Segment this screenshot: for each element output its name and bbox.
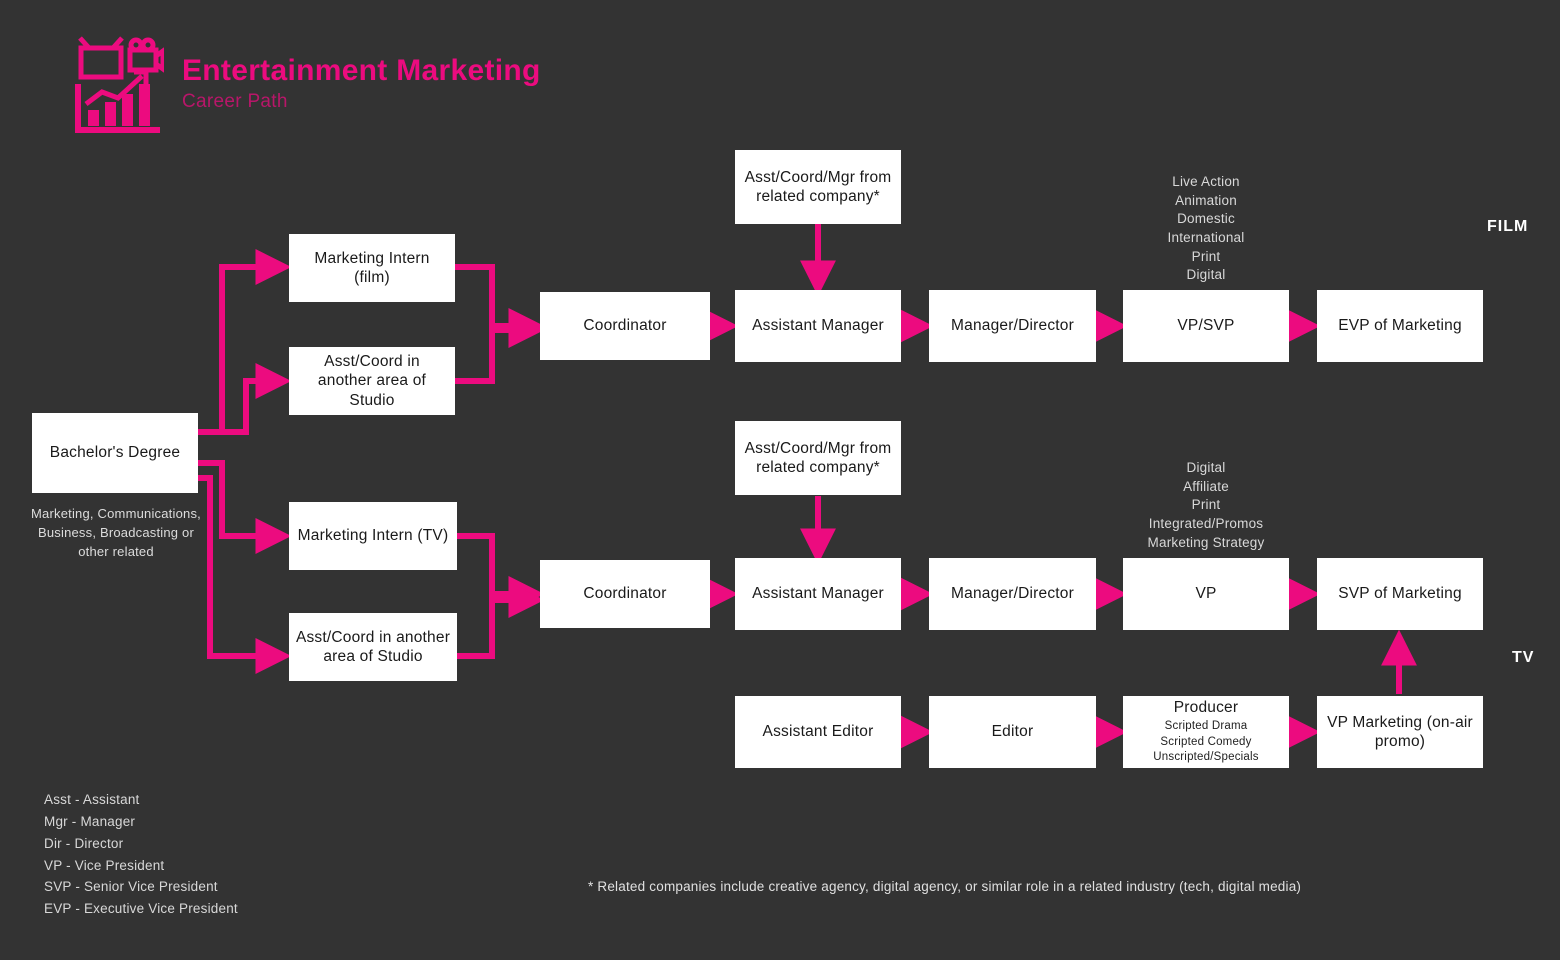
node-label: SVP of Marketing xyxy=(1338,585,1462,603)
node-label: Marketing Intern (TV) xyxy=(297,527,449,545)
node-related-company-film[interactable] xyxy=(735,150,901,224)
node-label: Manager/Director xyxy=(951,585,1074,603)
node-vp-marketing-on-air-promo[interactable] xyxy=(1317,696,1483,768)
legend-item: SVP - Senior Vice President xyxy=(44,879,218,895)
node-coordinator-film[interactable] xyxy=(540,292,710,360)
node-label: VP xyxy=(1195,585,1217,603)
section-label-tv: TV xyxy=(1512,649,1535,666)
node-label: VP/SVP xyxy=(1177,317,1235,335)
node-bachelors-degree[interactable] xyxy=(32,413,198,493)
node-manager-director-tv[interactable] xyxy=(929,558,1096,630)
node-label: Marketing Intern (film) xyxy=(314,249,430,286)
node-label: Assistant Manager xyxy=(752,317,884,335)
node-asst-coord-studio-tv[interactable] xyxy=(289,613,457,681)
legend-item: EVP - Executive Vice President xyxy=(44,901,238,917)
legend-item: Dir - Director xyxy=(44,835,124,851)
node-label: Coordinator xyxy=(583,585,667,603)
legend xyxy=(44,789,238,920)
node-marketing-intern-tv[interactable] xyxy=(289,502,457,570)
node-label: Asst/Coord/Mgr from related company* xyxy=(744,439,892,476)
node-label: Asst/Coord in another area of Studio xyxy=(317,352,427,409)
node-manager-director-film[interactable] xyxy=(929,290,1096,362)
degree-majors-note: Marketing, Communications, Business, Broadcasting or other related xyxy=(31,506,201,559)
section-label-film: FILM xyxy=(1487,218,1529,235)
node-label: VP Marketing (on-air promo) xyxy=(1327,713,1473,750)
page-title: Entertainment Marketing xyxy=(182,54,541,88)
node-label: Assistant Editor xyxy=(762,723,874,741)
node-coordinator-tv[interactable] xyxy=(540,560,710,628)
node-label: Producer xyxy=(1173,699,1239,717)
node-label: EVP of Marketing xyxy=(1338,317,1462,335)
film-disciplines-note: Live Action Animation Domestic International Print Digital xyxy=(1167,174,1245,283)
node-label: Bachelor's Degree xyxy=(49,444,181,462)
header xyxy=(72,34,541,134)
node-label: Assistant Manager xyxy=(752,585,884,603)
node-marketing-intern-film[interactable] xyxy=(289,234,455,302)
node-editor[interactable] xyxy=(929,696,1096,768)
page-subtitle: Career Path xyxy=(182,90,288,112)
node-evp-marketing-film[interactable] xyxy=(1317,290,1483,362)
legend-item: VP - Vice President xyxy=(44,857,165,873)
node-sublabel: Scripted Drama Scripted Comedy Unscripted/Specials xyxy=(1153,720,1259,764)
node-label: Manager/Director xyxy=(951,317,1074,335)
node-label: Editor xyxy=(991,723,1034,741)
node-assistant-editor[interactable] xyxy=(735,696,901,768)
tv-disciplines-note: Digital Affiliate Print Integrated/Promos Marketing Strategy xyxy=(1147,460,1265,550)
node-assistant-manager-tv[interactable] xyxy=(735,558,901,630)
node-assistant-manager-film[interactable] xyxy=(735,290,901,362)
node-asst-coord-studio-film[interactable] xyxy=(289,347,455,415)
legend-item: Mgr - Manager xyxy=(44,813,136,829)
tv-camera-chart-icon xyxy=(72,34,164,134)
node-label: Coordinator xyxy=(583,317,667,335)
node-svp-marketing-tv[interactable] xyxy=(1317,558,1483,630)
node-label: Asst/Coord/Mgr from related company* xyxy=(744,168,892,205)
legend-item: Asst - Assistant xyxy=(44,792,140,807)
footnote: * Related companies include creative agency, digital agency, or similar role in a related industry (tech, digital media) xyxy=(588,879,1302,894)
node-label: Asst/Coord in another area of Studio xyxy=(295,628,451,665)
node-vp-tv[interactable] xyxy=(1123,558,1289,630)
node-related-company-tv[interactable] xyxy=(735,421,901,495)
node-vp-svp-film[interactable] xyxy=(1123,290,1289,362)
node-producer[interactable] xyxy=(1123,696,1289,768)
